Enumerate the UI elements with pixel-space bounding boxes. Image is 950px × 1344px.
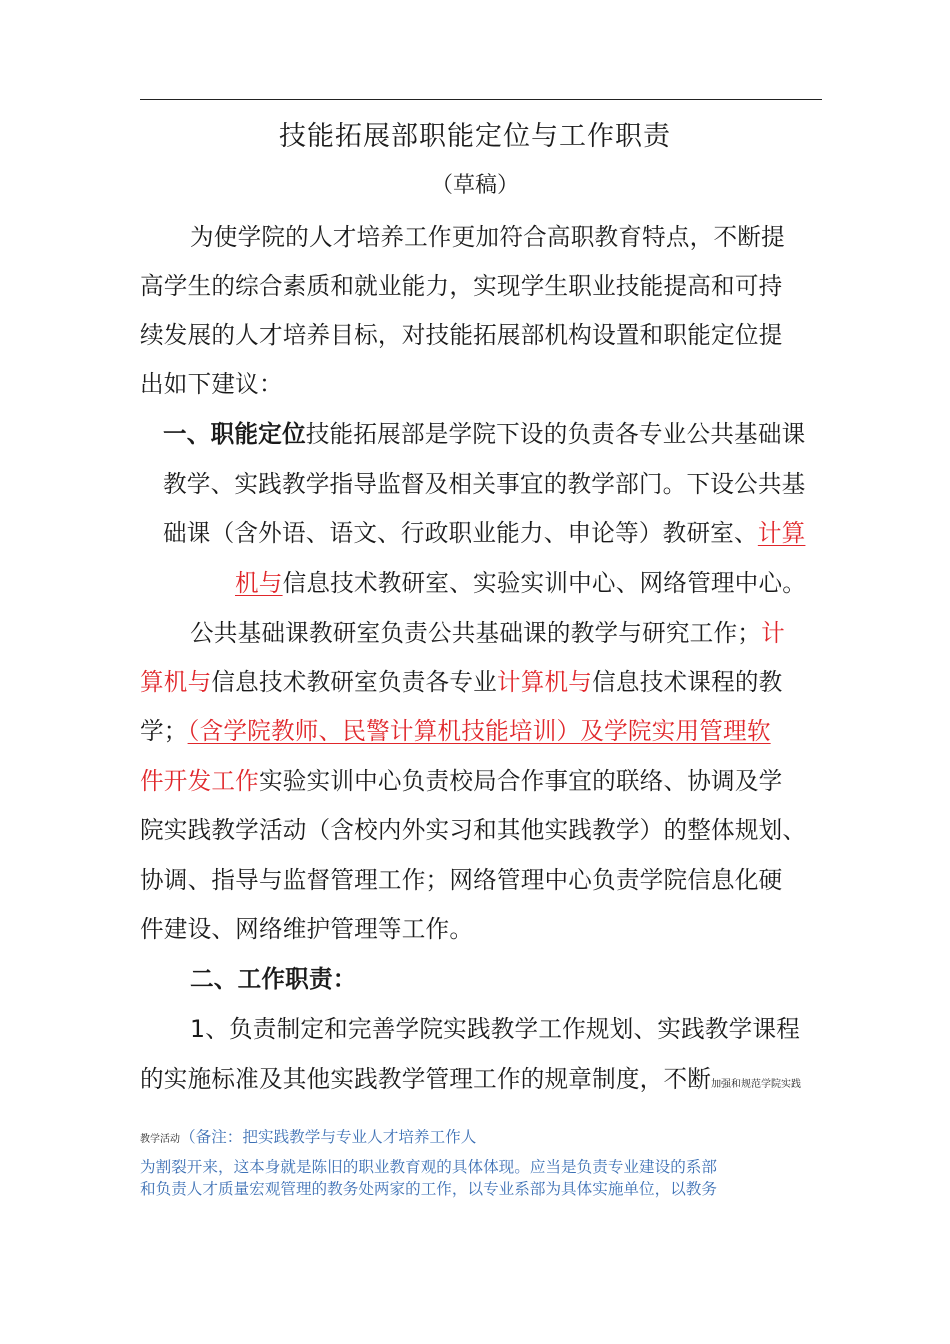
para2-line-1 <box>190 618 785 648</box>
section2-tiny-text: 教学活动 <box>140 1134 180 1145</box>
comment-note-line-2: 为割裂开来，这本身就是陈旧的职业教育观的具体体现。应当是负责专业建设的系部 <box>140 1158 717 1176</box>
intro-line-2: 高学生的综合素质和就业能力，实现学生职业技能提高和可持 <box>140 272 783 300</box>
intro-line-3: 续发展的人才培养目标，对技能拓展部机构设置和职能定位提 <box>140 321 783 349</box>
para2-text: 公共基础课教研室负责公共基础课的教学与研究工作； <box>190 619 762 647</box>
para2-line-5: 院实践教学活动（含校内外实习和其他实践教学）的整体规划、 <box>140 816 807 844</box>
para2-line-6: 协调、指导与监督管理工作；网络管理中心负责学院信息化硬 <box>140 866 783 894</box>
revision-insert: 计 <box>761 619 785 647</box>
section1-line-3 <box>163 518 805 548</box>
section2-tiny-text: 加强和规范学院实践 <box>711 1079 802 1090</box>
comment-note-line-3: 和负责人才质量宏观管理的教务处两家的工作，以专业系部为具体实施单位，以教务 <box>140 1180 717 1198</box>
note-line-1 <box>140 1127 476 1150</box>
revision-insert: （含学院教师、民警计算机技能培训）及学院实用管理软 <box>187 717 771 745</box>
section1-line-1 <box>163 419 805 449</box>
para2-line-4 <box>140 766 782 796</box>
section1-line-2: 教学、实践教学指导监督及相关事宜的教学部门。下设公共基 <box>163 470 806 498</box>
revision-insert: 计算 <box>757 519 806 547</box>
section1-text-4: 信息技术教研室、实验实训中心、网络管理中心。 <box>282 569 807 597</box>
para2-line-3 <box>140 716 771 746</box>
section2-heading: 二、工作职责： <box>190 965 357 993</box>
section2-text-2: 的实施标准及其他实践教学管理工作的规章制度，不断 <box>140 1065 712 1093</box>
para2-text: 实验实训中心负责校局合作事宜的联络、协调及学 <box>258 767 783 795</box>
para2-line-7: 件建设、网络维护管理等工作。 <box>140 915 474 943</box>
revision-insert: 算机与 <box>140 668 212 696</box>
section2-line-1: 1、负责制定和完善学院实践教学工作规划、实践教学课程 <box>190 1015 801 1043</box>
intro-line-4: 出如下建议： <box>140 370 283 398</box>
section1-text-1: 技能拓展部是学院下设的负责各专业公共基础课 <box>305 420 806 448</box>
para2-text: 信息技术教研室负责各专业 <box>211 668 497 696</box>
section2-line-2 <box>140 1064 801 1100</box>
intro-line-1: 为使学院的人才培养工作更加符合高职教育特点，不断提 <box>190 223 785 251</box>
section1-heading: 一、职能定位 <box>163 420 306 448</box>
revision-insert: 机与 <box>235 569 283 597</box>
section1-text-3: 础课（含外语、语文、行政职业能力、申论等）教研室、 <box>163 519 758 547</box>
document-subtitle: （草稿） <box>430 173 519 198</box>
para2-text: 信息技术课程的教 <box>592 668 783 696</box>
revision-insert: 件开发工作 <box>140 767 259 795</box>
document-title: 技能拓展部职能定位与工作职责 <box>279 121 671 152</box>
header-rule <box>140 99 822 100</box>
comment-note: （备注：把实践教学与专业人才培养工作人 <box>180 1128 477 1146</box>
section1-line-4 <box>235 568 806 598</box>
revision-insert: 计算机与 <box>496 668 593 696</box>
para2-line-2 <box>140 667 782 697</box>
para2-text: 学； <box>140 717 188 745</box>
